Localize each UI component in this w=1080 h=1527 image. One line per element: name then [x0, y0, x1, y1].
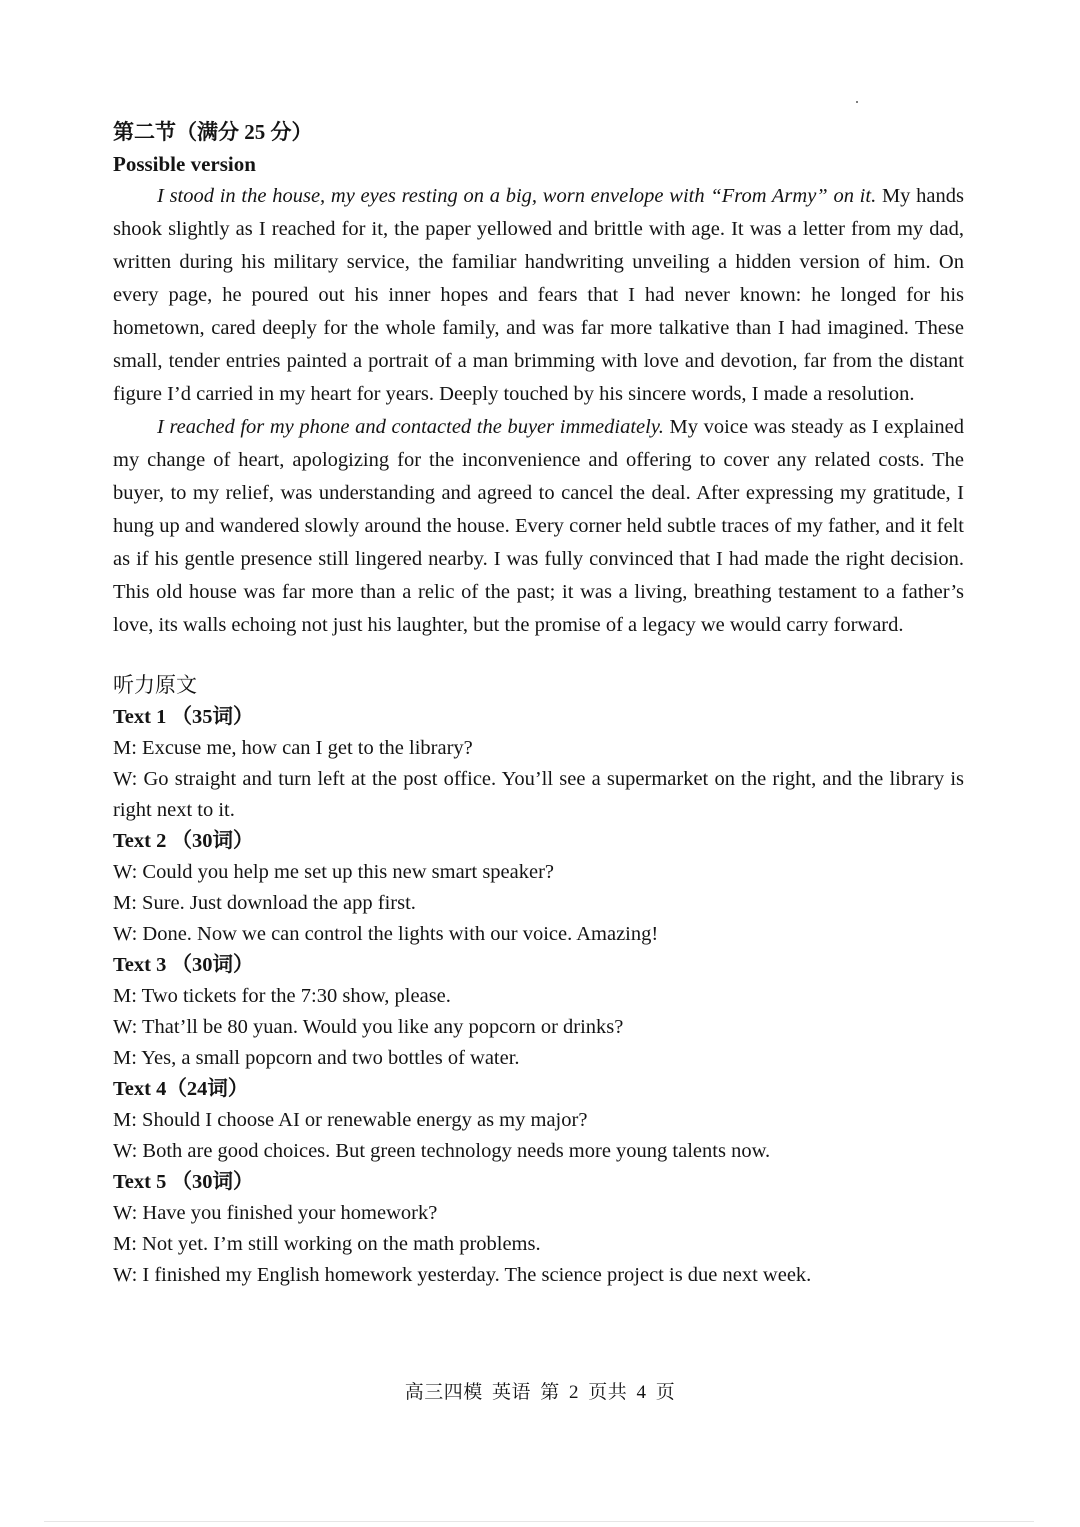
essay-paragraph-1 [113, 180, 964, 411]
dialogue-line: M: Yes, a small popcorn and two bottles of water. [113, 1047, 520, 1069]
possible-version-heading: Possible version [113, 152, 256, 176]
page-footer: 高三四模 英语 第 2 页共 4 页 [404, 1382, 676, 1403]
dialogue-line: M: Should I choose AI or renewable energy as my major? [113, 1109, 588, 1131]
listening-transcript [113, 668, 964, 1291]
text-block [113, 826, 964, 950]
dialogue-line: M: Two tickets for the 7:30 show, please. [113, 985, 451, 1007]
text-label: Text 3 （30词） [113, 954, 254, 976]
text-label: Text 4（24词） [113, 1078, 249, 1100]
dialogue-line: M: Not yet. I’m still working on the math problems. [113, 1233, 541, 1255]
listening-title: 听力原文 [113, 673, 197, 697]
paragraph-2-body: My voice was steady as I explained my change of heart, apologizing for the inconvenience and offering to cover any related costs. The buyer, to my relief, was understanding and agreed to cancel the deal. After expressing my gratitude, I hung up and wandered slowly around the house. Every corner held subtle traces of my father, and it felt as if his gentle presence still lingered nearby. I was fully convinced that I had made the right decision. This old house was far more than a relic of the past; it was a living, breathing testament to a father’s love, its walls echoing not just his laughter, but the promise of a legacy we would carry forward. [113, 416, 964, 636]
dialogue-line: W: Have you finished your homework? [113, 1202, 438, 1224]
dialogue-line: W: Both are good choices. But green technology needs more young talents now. [113, 1140, 771, 1162]
dialogue-line: M: Sure. Just download the app first. [113, 892, 416, 914]
dialogue-line: W: I finished my English homework yesterday. The science project is due next week. [113, 1264, 812, 1286]
text-label: Text 2 （30词） [113, 830, 254, 852]
text-label: Text 5 （30词） [113, 1171, 254, 1193]
dialogue-line: W: Could you help me set up this new smart speaker? [113, 861, 555, 883]
essay [113, 180, 964, 642]
page-edge-divider [44, 1521, 1034, 1522]
dialogue-line: W: That’ll be 80 yuan. Would you like any popcorn or drinks? [113, 1016, 624, 1038]
essay-paragraph-2 [113, 411, 964, 642]
text-block [113, 1167, 964, 1291]
dialogue-line: W: Go straight and turn left at the post office. You’ll see a supermarket on the right, and the library is right next to it. [113, 768, 964, 821]
text-block [113, 702, 964, 826]
section-title: 第二节（满分 25 分） [113, 120, 313, 144]
text-block [113, 950, 964, 1074]
document-page [113, 115, 964, 1291]
text-label: Text 1 （35词） [113, 706, 254, 728]
dialogue-line: M: Excuse me, how can I get to the library? [113, 737, 473, 759]
paragraph-1-body: My hands shook slightly as I reached for it, the paper yellowed and brittle with age. It was a letter from my dad, written during his military service, the familiar handwriting unveiling a hidden version of him. On every page, he poured out his inner hopes and fears that I had never known: he longed for his hometown, cared deeply for the whole family, and was far more talkative than I had imagined. These small, tender entries painted a portrait of a man brimming with love and devotion, far from the distant figure I’d carried in my heart for years. Deeply touched by his sincere words, I made a resolution. [113, 185, 964, 405]
text-block [113, 1074, 964, 1167]
paragraph-1-opening-sentence: I stood in the house, my eyes resting on a big, worn envelope with “From Army” on it. [157, 185, 877, 207]
paragraph-2-opening-sentence: I reached for my phone and contacted the buyer immediately. [157, 416, 664, 438]
dialogue-line: W: Done. Now we can control the lights with our voice. Amazing! [113, 923, 659, 945]
scan-speck [856, 101, 858, 103]
